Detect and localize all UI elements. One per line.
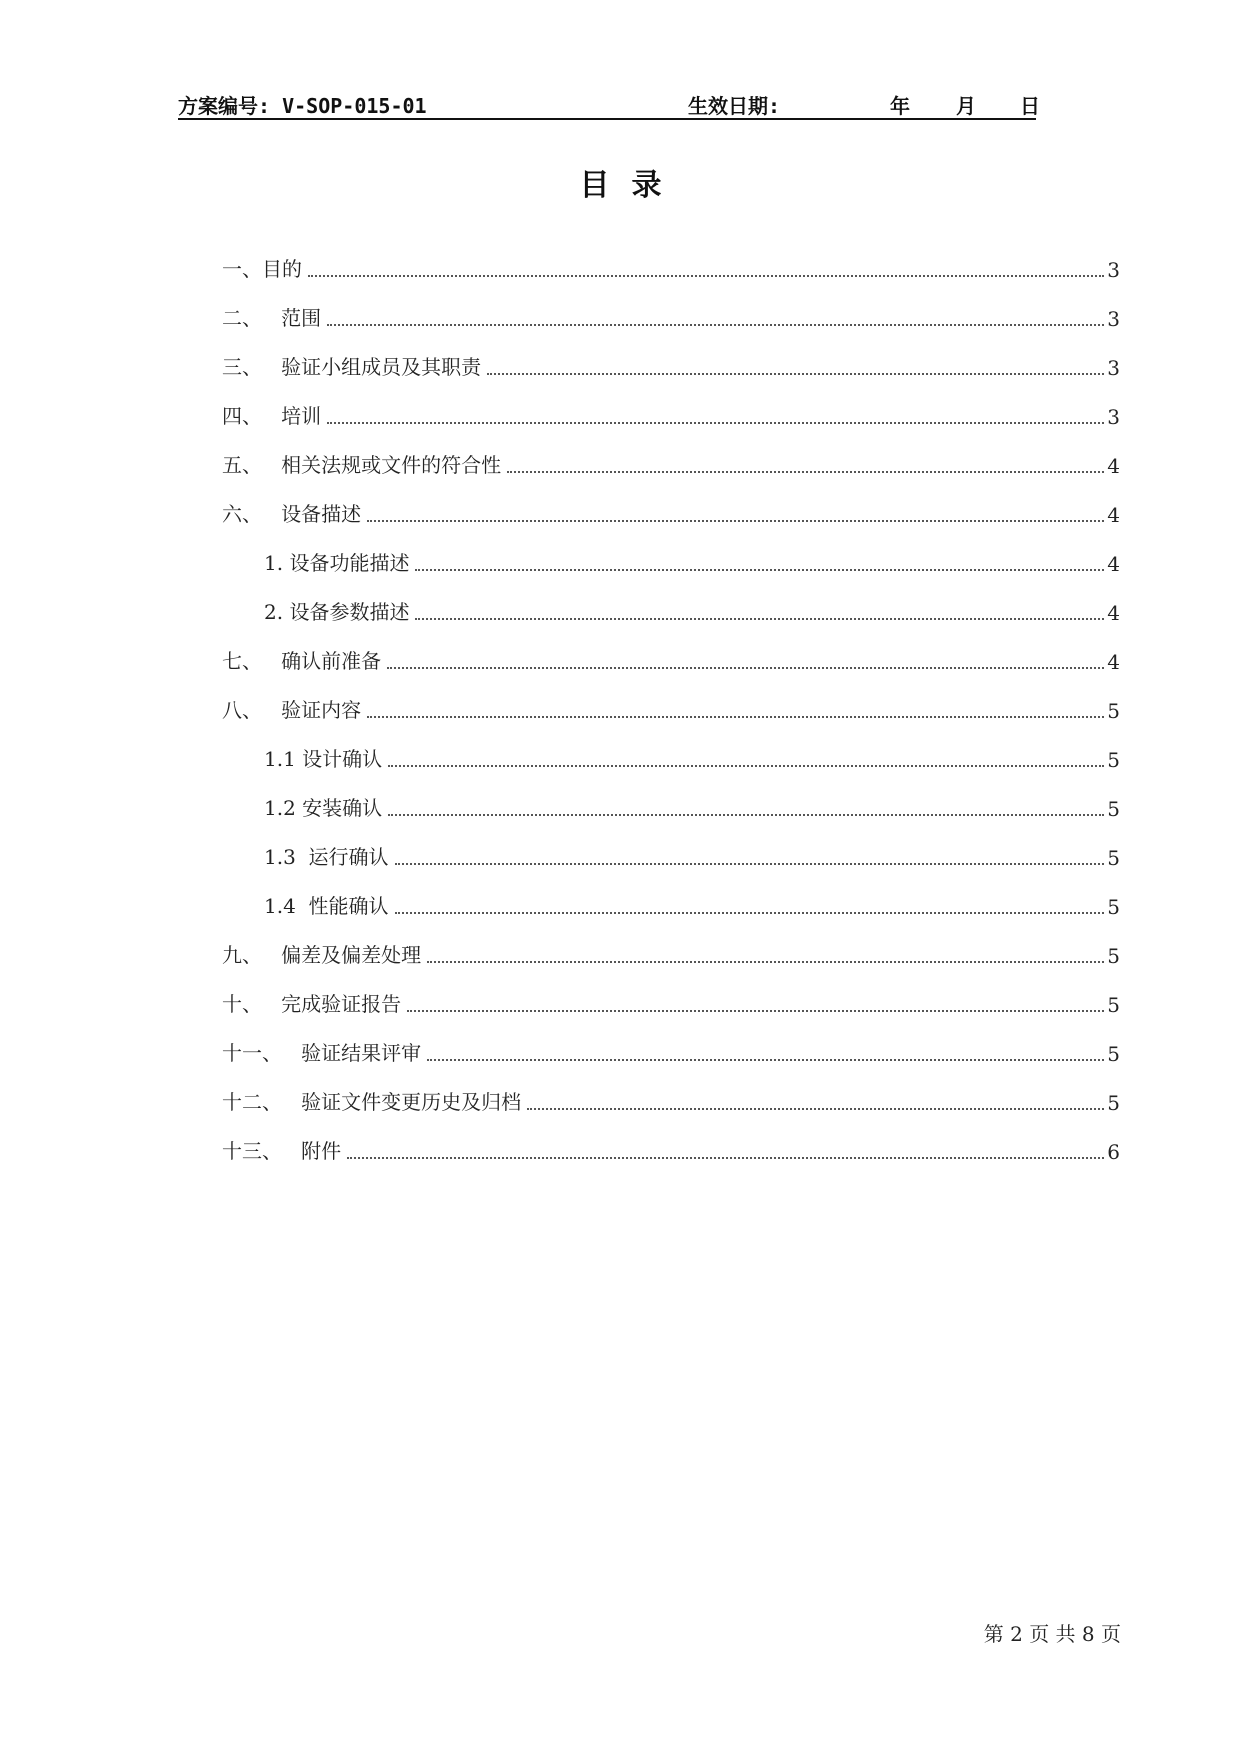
toc-entry-label: 2. 设备参数描述	[264, 600, 410, 624]
toc-entry-page: 3	[1107, 307, 1120, 331]
toc-subentry[interactable]	[264, 546, 1120, 576]
toc-entry-label: 十一、 验证结果评审	[222, 1041, 422, 1065]
toc-entry-label: 四、 培训	[222, 404, 322, 428]
toc-entry-label: 十、 完成验证报告	[222, 992, 402, 1016]
toc-entry-page: 3	[1107, 258, 1120, 282]
toc-entry[interactable]	[222, 350, 1120, 380]
toc-entry-page: 3	[1107, 356, 1120, 380]
toc-entry-page: 5	[1107, 699, 1120, 723]
dot-leader	[487, 372, 1104, 375]
toc-entry-page: 5	[1107, 797, 1120, 821]
toc-entry[interactable]	[222, 693, 1120, 723]
dot-leader	[427, 1058, 1104, 1061]
toc-subentry[interactable]	[264, 840, 1120, 870]
toc-entry-page: 4	[1107, 601, 1120, 625]
toc-entry[interactable]	[222, 644, 1120, 674]
toc-entry-label: 六、 设备描述	[222, 502, 362, 526]
toc-entry-page: 4	[1107, 552, 1120, 576]
dot-leader	[527, 1107, 1104, 1110]
toc-entry-label: 1.4 性能确认	[264, 894, 389, 918]
toc-entry[interactable]	[222, 987, 1120, 1017]
toc-entry-page: 3	[1107, 405, 1120, 429]
toc-entry[interactable]	[222, 252, 1120, 282]
toc-entry-page: 5	[1107, 846, 1120, 870]
dot-leader	[507, 470, 1104, 473]
toc-entry-page: 5	[1107, 895, 1120, 919]
day-label: 日	[1020, 94, 1040, 118]
year-label: 年	[890, 94, 910, 118]
page-number-footer: 第 2 页 共 8 页	[983, 1622, 1121, 1646]
toc-entry-label: 1. 设备功能描述	[264, 551, 410, 575]
dot-leader	[387, 666, 1104, 669]
toc-entry[interactable]	[222, 1085, 1120, 1115]
toc-entry-page: 4	[1107, 454, 1120, 478]
toc-entry-label: 三、 验证小组成员及其职责	[222, 355, 482, 379]
dot-leader	[415, 617, 1104, 620]
toc-entry-page: 6	[1107, 1140, 1120, 1164]
dot-leader	[367, 715, 1104, 718]
dot-leader	[367, 519, 1104, 522]
toc-subentry[interactable]	[264, 791, 1120, 821]
toc-entry[interactable]	[222, 497, 1120, 527]
toc-entry-page: 5	[1107, 993, 1120, 1017]
toc-entry-page: 4	[1107, 503, 1120, 527]
toc-entry-page: 5	[1107, 944, 1120, 968]
toc-entry-label: 五、 相关法规或文件的符合性	[222, 453, 502, 477]
effective-date-label: 生效日期:	[688, 94, 781, 118]
month-label: 月	[956, 94, 976, 118]
dot-leader	[308, 274, 1104, 277]
dot-leader	[415, 568, 1104, 571]
toc-entry[interactable]	[222, 938, 1120, 968]
dot-leader	[327, 323, 1104, 326]
plan-number: 方案编号: V-SOP-015-01	[178, 94, 427, 118]
toc-entry-label: 1.2 安装确认	[264, 796, 383, 820]
toc-subentry[interactable]	[264, 595, 1120, 625]
toc-entry[interactable]	[222, 1134, 1120, 1164]
dot-leader	[327, 421, 1104, 424]
dot-leader	[427, 960, 1104, 963]
toc-entry-page: 5	[1107, 1042, 1120, 1066]
toc-entry-label: 二、 范围	[222, 306, 322, 330]
toc-entry-page: 5	[1107, 748, 1120, 772]
dot-leader	[407, 1009, 1104, 1012]
toc-entry-label: 1.1 设计确认	[264, 747, 383, 771]
toc-entry-label: 八、 验证内容	[222, 698, 362, 722]
toc-entry-label: 十三、 附件	[222, 1139, 342, 1163]
toc-entry-page: 4	[1107, 650, 1120, 674]
dot-leader	[347, 1156, 1104, 1159]
toc-entry[interactable]	[222, 448, 1120, 478]
toc-entry[interactable]	[222, 399, 1120, 429]
dot-leader	[395, 862, 1105, 865]
toc-subentry[interactable]	[264, 889, 1120, 919]
dot-leader	[395, 911, 1105, 914]
toc-entry-label: 一、目的	[222, 257, 302, 281]
dot-leader	[388, 764, 1104, 767]
toc-title: 目录	[579, 168, 684, 203]
toc-subentry[interactable]	[264, 742, 1120, 772]
toc-entry-label: 九、 偏差及偏差处理	[222, 943, 422, 967]
toc-entry-label: 1.3 运行确认	[264, 845, 389, 869]
dot-leader	[388, 813, 1104, 816]
toc-entry[interactable]	[222, 1036, 1120, 1066]
toc-entry[interactable]	[222, 301, 1120, 331]
toc-entry-page: 5	[1107, 1091, 1120, 1115]
toc-entry-label: 十二、 验证文件变更历史及归档	[222, 1090, 522, 1114]
toc-entry-label: 七、 确认前准备	[222, 649, 382, 673]
document-header	[178, 88, 1040, 120]
